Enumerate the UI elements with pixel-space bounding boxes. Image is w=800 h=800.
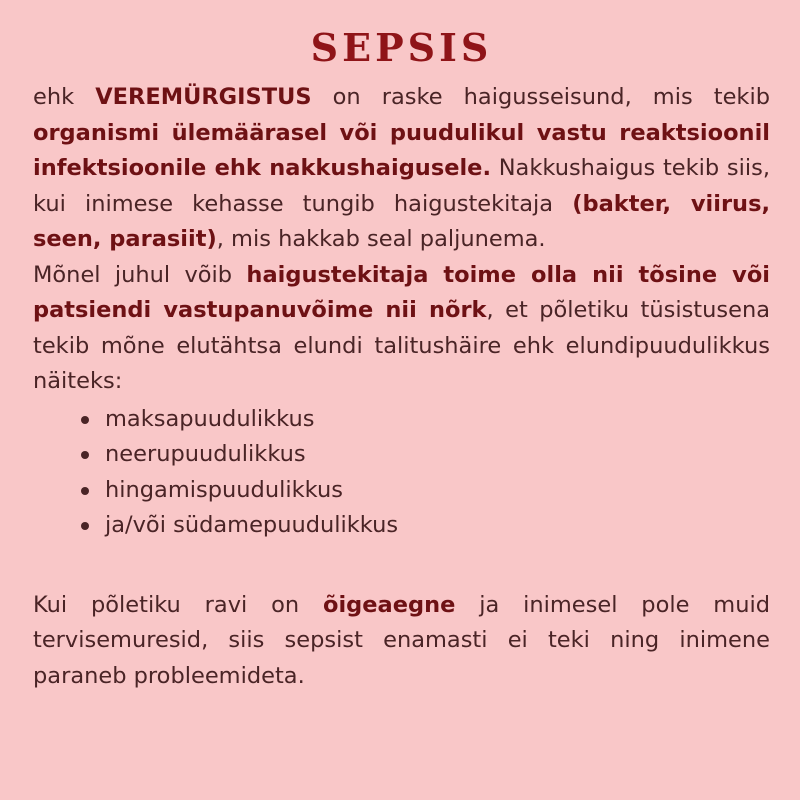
intro-bold-pathogens: (bakter, viirus, seen, parasiit) — [33, 190, 771, 252]
complication-bold: haigustekitaja toime olla nii tõsine või patsiendi vastupanuvõime nii nõrk — [33, 261, 770, 323]
complication-paragraph — [33, 258, 770, 400]
outcome-text-1: Kui põletiku ravi on — [33, 591, 323, 618]
list-item-label: hingamispuudulikkus — [105, 476, 343, 503]
list-item — [105, 402, 770, 438]
intro-text-1: ehk — [33, 84, 96, 110]
list-item-label: ja/või südamepuudulikkus — [105, 512, 399, 538]
list-item — [105, 473, 770, 509]
intro-text-4: , mis hakkab seal paljunema. — [216, 226, 546, 252]
list-item — [105, 508, 770, 544]
bullet-icon — [81, 522, 89, 530]
intro-bold-definition: organismi ülemäärasel või puudulikul vastu reaktsioonil infektsioonile ehk nakkushaigusele. — [33, 119, 770, 181]
intro-paragraph — [33, 80, 770, 258]
outcome-bold: õigeaegne — [323, 591, 456, 618]
bullet-icon — [81, 451, 89, 459]
complication-text-2: , et põletiku tüsistusena tekib mõne elutähtsa elundi talitushäire ehk elundipuudulikkus näiteks: — [33, 297, 771, 394]
list-item-label: neerupuudulikkus — [105, 441, 306, 467]
organ-failure-list — [33, 402, 770, 544]
intro-bold-veremurgistus: VEREMÜRGISTUS — [95, 84, 312, 110]
bullet-icon — [81, 487, 89, 495]
list-item — [105, 437, 770, 473]
page-title: SEPSIS — [310, 25, 493, 70]
outcome-text-2: ja inimesel pole muid tervisemuresid, siis sepsist enamasti ei teki ning inimene paraneb probleemideta. — [33, 591, 771, 689]
list-item-label: maksapuudulikkus — [105, 405, 315, 432]
complication-text-1: Mõnel juhul võib — [33, 261, 247, 288]
outcome-paragraph — [33, 588, 770, 695]
bullet-icon — [81, 416, 89, 424]
intro-text-3: Nakkushaigus tekib siis, kui inimese kehasse tungib haigustekitaja — [33, 155, 770, 217]
intro-text-2: on raske haigusseisund, mis tekib — [311, 84, 770, 110]
